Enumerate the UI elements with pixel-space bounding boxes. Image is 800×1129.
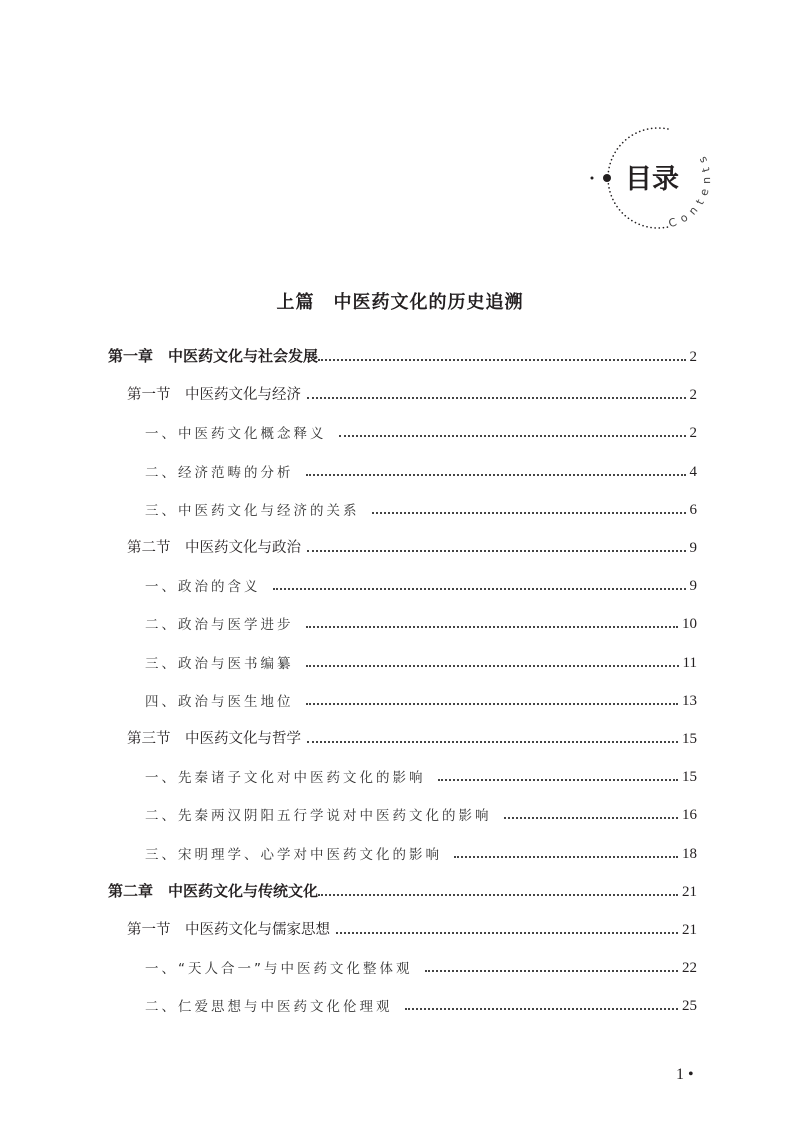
toc-item[interactable] xyxy=(145,611,697,633)
toc-entry-title: 一、先秦诸子文化对中医药文化的影响 xyxy=(145,770,426,787)
toc-entry-title: 二、政治与医学进步 xyxy=(145,617,294,634)
toc-page-number: 11 xyxy=(682,654,697,671)
toc-entry-title: 第二节 中医药文化与政治 xyxy=(127,540,301,556)
dot-leader xyxy=(307,741,678,743)
toc-page-number: 15 xyxy=(682,731,697,747)
toc-item[interactable] xyxy=(145,841,697,863)
toc-page-number: 9 xyxy=(689,578,697,595)
toc-page-number: 9 xyxy=(689,540,697,556)
dot-leader xyxy=(318,359,685,361)
toc-entry-title: 一、政治的含义 xyxy=(145,579,261,596)
toc-entry-title: 一、中医药文化概念释义 xyxy=(145,426,327,443)
toc-page-number: 25 xyxy=(682,998,697,1015)
toc-page-number: 10 xyxy=(682,616,697,633)
toc-entry-title: 三、政治与医书编纂 xyxy=(145,655,294,672)
toc-chapter[interactable] xyxy=(108,344,697,366)
toc-item[interactable] xyxy=(145,955,697,977)
dot-leader xyxy=(306,665,679,667)
toc-page-number: 21 xyxy=(682,922,697,938)
dot-leader xyxy=(336,932,678,934)
toc-entry-title: 第二章 中医药文化与传统文化 xyxy=(108,881,319,900)
dot-leader xyxy=(372,512,686,514)
toc-item[interactable] xyxy=(145,497,697,519)
toc-page-number: 16 xyxy=(682,807,697,824)
dot-leader xyxy=(318,894,678,896)
toc-section[interactable] xyxy=(127,535,697,557)
toc-item[interactable] xyxy=(145,573,697,595)
dot-leader xyxy=(306,626,679,628)
toc-page-number: 6 xyxy=(689,501,697,518)
dot-leader xyxy=(307,397,686,399)
toc-chapter[interactable] xyxy=(108,879,697,901)
toc-item[interactable] xyxy=(145,459,697,481)
toc-entry-title: 三、宋明理学、心学对中医药文化的影响 xyxy=(145,846,442,863)
toc-section[interactable] xyxy=(127,917,697,939)
dot-leader xyxy=(438,779,679,781)
toc-page-number: 22 xyxy=(682,960,697,977)
toc-entry-title: 二、先秦两汉阴阳五行学说对中医药文化的影响 xyxy=(145,808,492,825)
toc-item[interactable] xyxy=(145,764,697,786)
toc-entry-title: 第一章 中医药文化与社会发展 xyxy=(108,347,319,365)
dot-leader xyxy=(425,970,679,972)
toc-page-number: 2 xyxy=(689,387,697,404)
toc-entry-title: 第一节 中医药文化与儒家思想 xyxy=(127,922,330,938)
dot-leader xyxy=(504,817,679,819)
toc-item[interactable] xyxy=(145,688,697,710)
dot-leader xyxy=(273,588,686,590)
page-number: 1 • xyxy=(676,1066,694,1083)
toc-entry-title: 一、“天人合一”与中医药文化整体观 xyxy=(145,961,413,978)
toc-entry-title: 二、经济范畴的分析 xyxy=(145,464,294,481)
toc-section[interactable] xyxy=(127,382,697,404)
toc-entry-title: 三、中医药文化与经济的关系 xyxy=(145,502,360,519)
toc-entry-title: 第三节 中医药文化与哲学 xyxy=(127,731,301,747)
toc-page-number: 13 xyxy=(682,692,697,709)
toc-page-number: 15 xyxy=(682,769,697,786)
toc-entry-title: 四、政治与医生地位 xyxy=(145,693,294,710)
dot-leader xyxy=(307,550,686,552)
dot-leader xyxy=(339,435,686,437)
toc-page-number: 4 xyxy=(689,463,697,480)
toc-page-number: 2 xyxy=(689,349,697,365)
toc-page-number: 2 xyxy=(689,425,697,442)
dot-leader xyxy=(306,474,686,476)
toc-item[interactable] xyxy=(145,993,697,1015)
toc-entry-title: 二、仁爱思想与中医药文化伦理观 xyxy=(145,999,393,1016)
toc-section[interactable] xyxy=(127,726,697,748)
contents-subtitle: Contents xyxy=(666,148,714,231)
dot-leader xyxy=(454,856,678,858)
part-title: 上篇 中医药文化的历史追溯 xyxy=(276,292,524,313)
contents-title: 目录 xyxy=(625,164,679,195)
toc-item[interactable] xyxy=(145,802,697,824)
toc-item[interactable] xyxy=(145,650,697,672)
dot-leader xyxy=(405,1008,679,1010)
toc-item[interactable] xyxy=(145,420,697,442)
contents-emblem xyxy=(580,110,720,240)
large-dot-icon xyxy=(603,174,611,182)
toc-entry-title: 第一节 中医药文化与经济 xyxy=(127,387,301,404)
toc-page-number: 21 xyxy=(682,883,697,900)
toc-page-number: 18 xyxy=(682,845,697,862)
small-dot-icon xyxy=(591,177,594,180)
dot-leader xyxy=(306,703,679,705)
